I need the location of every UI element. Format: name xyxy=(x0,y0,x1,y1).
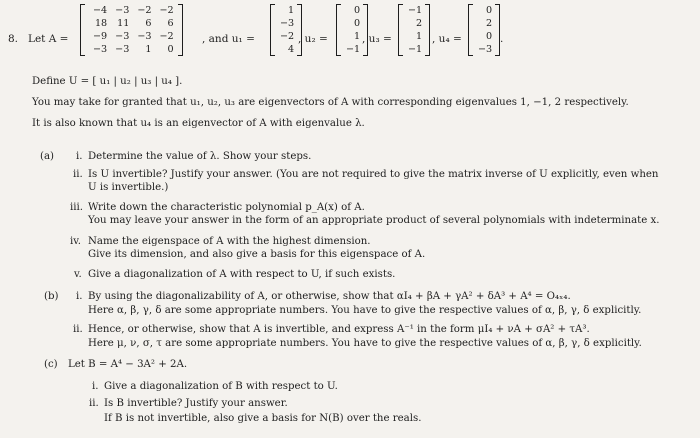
vector-u4-entry: 0 xyxy=(486,5,493,16)
vector-u1-entry: −2 xyxy=(280,31,295,42)
vector-u4-entry: 0 xyxy=(486,31,493,42)
part-b-item-i-num: i. xyxy=(76,291,83,302)
vector-u3-entry: 1 xyxy=(416,31,423,42)
part-b-label: (b) xyxy=(44,291,59,302)
matrix-a-entry: 18 xyxy=(94,18,108,29)
part-c-item-ii-num: ii. xyxy=(89,398,99,409)
vector-u2-entry: 1 xyxy=(354,31,361,42)
vector-u4-entry: −3 xyxy=(478,44,493,55)
part-a-item-iv-line2: Give its dimension, and also give a basis for this eigenspace of A. xyxy=(88,249,426,260)
part-b-item-i-line1: By using the diagonalizability of A, or otherwise, show that αI₄ + βA + γA² + δA³ + A⁴ = O₄ₓ₄. xyxy=(88,291,571,302)
matrix-a-entry: 6 xyxy=(145,18,152,29)
u2-label: , u₂ = xyxy=(298,33,328,45)
part-a-item-i-num: i. xyxy=(76,151,83,162)
vector-u1-entry: 1 xyxy=(288,5,295,16)
vector-u1 xyxy=(270,4,302,56)
part-c-item-i-line: Give a diagonalization of B with respect to U. xyxy=(104,381,338,392)
vector-u4-entry: 2 xyxy=(486,18,493,29)
vector-u1-entry: −3 xyxy=(280,18,295,29)
part-a-item-v-num: v. xyxy=(74,269,82,280)
matrix-a-entry: 1 xyxy=(145,44,152,55)
part-a-item-iv-line1: Name the eigenspace of A with the highest dimension. xyxy=(88,236,371,247)
u3-label: , u₃ = xyxy=(362,33,392,45)
matrix-a-entry: 6 xyxy=(167,18,174,29)
matrix-a-entry: −9 xyxy=(93,31,108,42)
matrix-a-entry: 0 xyxy=(167,44,174,55)
part-c-label: (c) xyxy=(44,359,58,370)
vector-u2-entry: 0 xyxy=(354,5,361,16)
u4-label: , u₄ = xyxy=(432,33,462,45)
part-a-item-v-line: Give a diagonalization of A with respect to U, if such exists. xyxy=(88,269,396,280)
vector-u4 xyxy=(468,4,500,56)
part-a-item-ii-num: ii. xyxy=(73,169,83,180)
part-a-item-iii-line1: Write down the characteristic polynomial p_A(x) of A. xyxy=(88,202,365,213)
part-a-item-ii-line2: U is invertible.) xyxy=(88,182,169,193)
part-a-item-iii-num: iii. xyxy=(70,202,84,213)
end-dot: . xyxy=(500,33,504,45)
matrix-a xyxy=(80,4,183,56)
vector-u2 xyxy=(336,4,368,56)
and-u1-label: , and u₁ = xyxy=(202,33,255,45)
part-a-item-i-line: Determine the value of λ. Show your steps. xyxy=(88,151,312,162)
matrix-a-entry: −3 xyxy=(115,44,130,55)
vector-u2-entry: 0 xyxy=(354,18,361,29)
part-c-intro: Let B = A⁴ − 3A² + 2A. xyxy=(68,359,188,370)
vector-u2-entry: −1 xyxy=(346,44,361,55)
part-b-item-i-line2: Here α, β, γ, δ are some appropriate numbers. You have to give the respective values of α, β, γ, δ explicitly. xyxy=(88,305,642,316)
vector-u3-entry: −1 xyxy=(408,5,423,16)
matrix-a-entry: −2 xyxy=(137,5,152,16)
matrix-a-entry: −3 xyxy=(115,5,130,16)
part-b-item-ii-line1: Hence, or otherwise, show that A is invertible, and express A⁻¹ in the form μI₄ + νA + σA² + τA³. xyxy=(88,324,590,335)
vector-u3 xyxy=(398,4,430,56)
part-c-item-ii-line1: Is B invertible? Justify your answer. xyxy=(104,398,288,409)
matrix-a-entry: −3 xyxy=(93,44,108,55)
part-b-item-ii-line2: Here μ, ν, σ, τ are some appropriate numbers. You have to give the respective values of α, β, γ, δ explicitly. xyxy=(88,338,642,349)
define-line: Define U = [ u₁ | u₂ | u₃ | u₄ ]. xyxy=(32,76,183,87)
matrix-a-entry: −3 xyxy=(115,31,130,42)
known-line: It is also known that u₄ is an eigenvector of A with eigenvalue λ. xyxy=(32,118,365,129)
part-a-item-iii-line2: You may leave your answer in the form of an appropriate product of several polynomials with indeterminate x. xyxy=(88,215,660,226)
matrix-a-entry: −4 xyxy=(93,5,108,16)
granted-line: You may take for granted that u₁, u₂, u₃ are eigenvectors of A with corresponding eigenvalues 1, −1, 2 respectively. xyxy=(32,97,629,108)
matrix-a-entry: 11 xyxy=(117,18,130,29)
part-a-item-iv-num: iv. xyxy=(70,236,82,247)
part-c-item-i-num: i. xyxy=(92,381,99,392)
matrix-a-entry: −2 xyxy=(159,5,174,16)
question-number: 8. xyxy=(8,33,19,45)
vector-u3-entry: −1 xyxy=(408,44,423,55)
part-a-label: (a) xyxy=(40,151,55,162)
vector-u1-entry: 4 xyxy=(288,44,295,55)
part-b-item-ii-num: ii. xyxy=(73,324,83,335)
matrix-a-entry: −3 xyxy=(137,31,152,42)
matrix-a-entry: −2 xyxy=(159,31,174,42)
part-c-item-ii-line2: If B is not invertible, also give a basis for N(B) over the reals. xyxy=(104,413,422,424)
part-a-item-ii-line1: Is U invertible? Justify your answer. (You are not required to give the matrix inverse of U explicitly, even when xyxy=(88,169,659,180)
let-a-label: Let A = xyxy=(28,33,69,45)
vector-u3-entry: 2 xyxy=(416,18,423,29)
